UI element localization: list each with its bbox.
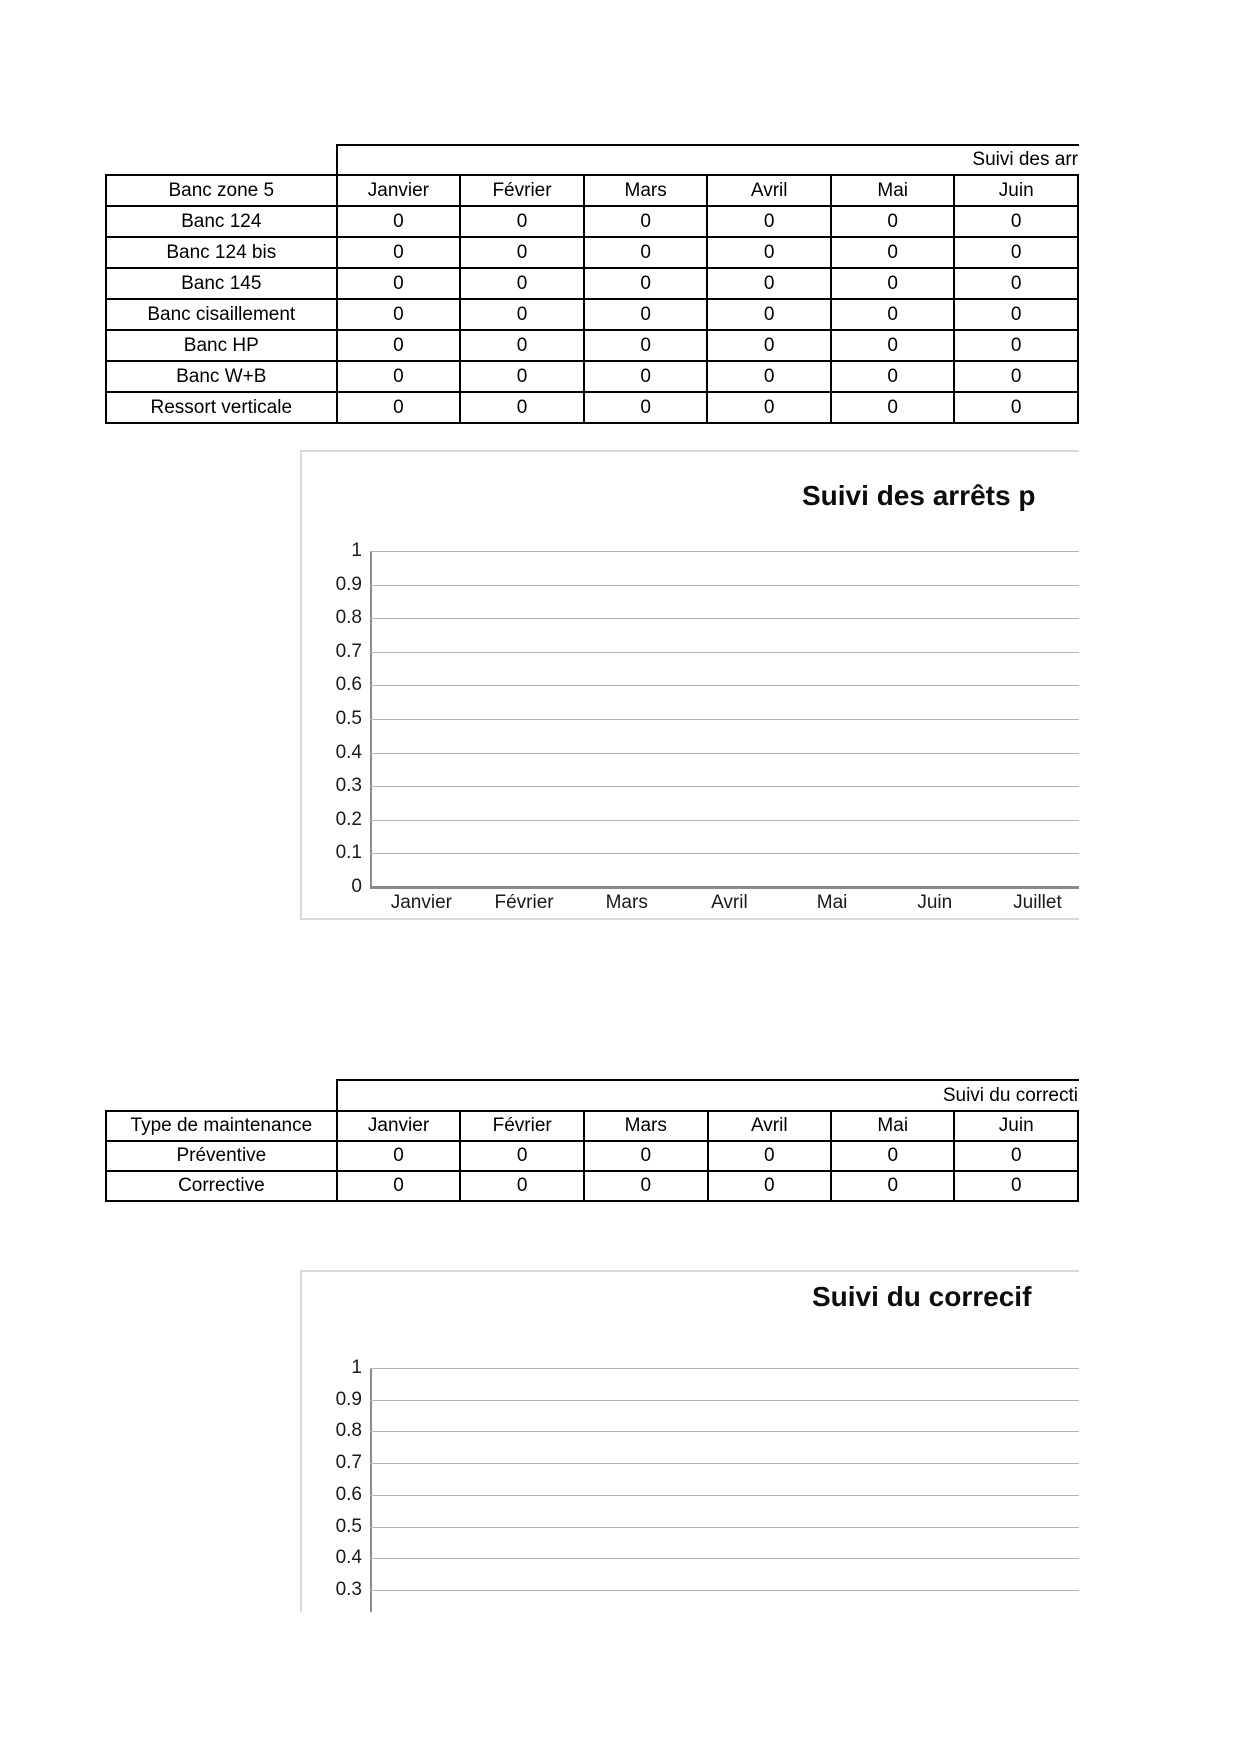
column-header: Mars — [584, 175, 708, 206]
x-tick-label: Février — [494, 892, 554, 913]
cell-value: 0 — [831, 361, 955, 392]
chart2-title: Suivi du correcif — [812, 1281, 1032, 1312]
y-tick-label: 0.5 — [335, 708, 362, 729]
table-row — [106, 299, 1078, 330]
row-label: Banc 145 — [106, 268, 337, 299]
table-row — [106, 392, 1078, 423]
gridline — [370, 1400, 1079, 1401]
chart1-y-axis-labels — [300, 540, 362, 897]
cell-value: 0 — [954, 1171, 1078, 1201]
y-tick-label: 1 — [351, 1357, 362, 1378]
column-header: Février — [460, 175, 584, 206]
row-label: Banc W+B — [106, 361, 337, 392]
gridline — [370, 585, 1079, 586]
x-tick-label: Janvier — [390, 892, 452, 913]
cell-value: 0 — [460, 1141, 584, 1171]
cell-value: 0 — [831, 237, 955, 268]
cell-value: 0 — [707, 361, 831, 392]
cell-value: 0 — [460, 268, 584, 299]
cell-value: 0 — [584, 206, 708, 237]
cell-value: 0 — [337, 330, 461, 361]
cell-value: 0 — [707, 392, 831, 423]
y-tick-label: 0.1 — [335, 842, 362, 864]
cell-value: 0 — [584, 1171, 708, 1201]
gridline — [370, 1558, 1079, 1559]
cell-value: 0 — [707, 268, 831, 299]
cell-value: 0 — [460, 361, 584, 392]
gridline — [370, 753, 1079, 754]
table-row — [106, 237, 1078, 268]
row-label: Ressort verticale — [106, 392, 337, 423]
cell-value: 0 — [954, 330, 1078, 361]
gridline — [370, 786, 1079, 787]
y-tick-label: 0.7 — [335, 1452, 362, 1474]
y-tick-label: 0.7 — [335, 640, 362, 662]
cell-value: 0 — [460, 206, 584, 237]
gridline — [370, 551, 1079, 552]
column-header: Avril — [707, 175, 831, 206]
column-header: Février — [460, 1111, 584, 1141]
row-label: Banc 124 — [106, 206, 337, 237]
cell-value: 0 — [708, 1141, 832, 1171]
cell-value: 0 — [337, 299, 461, 330]
chart1-plot-area — [370, 551, 1079, 887]
gridline — [370, 853, 1079, 854]
cell-value: 0 — [831, 330, 955, 361]
cell-value: 0 — [584, 330, 708, 361]
x-tick-label: Mai — [816, 892, 848, 913]
cell-value: 0 — [831, 1171, 954, 1201]
table2-merged-header: Suivi du correcti — [336, 1079, 1079, 1110]
cell-value: 0 — [954, 392, 1078, 423]
cell-value: 0 — [337, 237, 461, 268]
gridline — [370, 1495, 1079, 1496]
cell-value: 0 — [831, 206, 955, 237]
column-header: Janvier — [337, 175, 461, 206]
gridline — [370, 652, 1079, 653]
y-tick-label: 0.6 — [335, 674, 362, 696]
y-tick-label: 0.3 — [335, 775, 362, 797]
cell-value: 0 — [584, 268, 708, 299]
cell-value: 0 — [337, 361, 461, 392]
cell-value: 0 — [337, 1141, 461, 1171]
chart2-y-axis-labels — [300, 1357, 362, 1612]
column-header: Juin — [954, 175, 1078, 206]
row-label: Banc HP — [106, 330, 337, 361]
table-row — [106, 268, 1078, 299]
y-axis-line — [370, 1368, 372, 1612]
gridline — [370, 820, 1079, 821]
cell-value: 0 — [584, 392, 708, 423]
cell-value: 0 — [831, 392, 955, 423]
y-tick-label: 0.4 — [335, 741, 362, 763]
cell-value: 0 — [460, 1171, 584, 1201]
cell-value: 0 — [954, 268, 1078, 299]
row-label: Banc 124 bis — [106, 237, 337, 268]
cell-value: 0 — [707, 237, 831, 268]
cell-value: 0 — [954, 1141, 1078, 1171]
y-tick-label: 1 — [351, 540, 362, 561]
x-tick-label: Avril — [711, 892, 748, 913]
gridline — [370, 1527, 1079, 1528]
cell-value: 0 — [460, 330, 584, 361]
cell-value: 0 — [831, 1141, 954, 1171]
cell-value: 0 — [337, 1171, 461, 1201]
gridline — [370, 1590, 1079, 1591]
column-header: Avril — [708, 1111, 832, 1141]
cell-value: 0 — [460, 237, 584, 268]
y-tick-label: 0.6 — [335, 1483, 362, 1505]
column-header: Mai — [831, 1111, 954, 1141]
row-group-header: Type de maintenance — [106, 1111, 337, 1141]
table-type-de-maintenance — [105, 1110, 1079, 1202]
y-tick-label: 0.9 — [335, 1388, 362, 1410]
y-tick-label: 0.9 — [335, 573, 362, 595]
cell-value: 0 — [584, 237, 708, 268]
cell-value: 0 — [337, 392, 461, 423]
table-row — [106, 361, 1078, 392]
table-row — [106, 1141, 1078, 1171]
gridline — [370, 719, 1079, 720]
gridline — [370, 618, 1079, 619]
cell-value: 0 — [954, 206, 1078, 237]
column-header: Mars — [584, 1111, 708, 1141]
column-header: Mai — [831, 175, 955, 206]
gridline — [370, 685, 1079, 686]
cell-value: 0 — [708, 1171, 832, 1201]
table-header-row — [106, 1111, 1078, 1141]
row-label: Banc cisaillement — [106, 299, 337, 330]
row-group-header: Banc zone 5 — [106, 175, 337, 206]
cell-value: 0 — [584, 361, 708, 392]
y-tick-label: 0.8 — [335, 1420, 362, 1442]
x-axis-line — [370, 886, 1079, 889]
row-label: Préventive — [106, 1141, 337, 1171]
chart1-x-axis-labels — [370, 892, 1079, 914]
table-row — [106, 206, 1078, 237]
gridline — [370, 1463, 1079, 1464]
cell-value: 0 — [337, 268, 461, 299]
cell-value: 0 — [954, 237, 1078, 268]
table-row — [106, 1171, 1078, 1201]
y-tick-label: 0.5 — [335, 1515, 362, 1537]
cell-value: 0 — [707, 299, 831, 330]
chart1-title: Suivi des arrêts p — [802, 480, 1036, 511]
cell-value: 0 — [460, 299, 584, 330]
cell-value: 0 — [460, 392, 584, 423]
cell-value: 0 — [954, 299, 1078, 330]
cell-value: 0 — [337, 206, 461, 237]
y-tick-label: 0.4 — [335, 1547, 362, 1569]
cell-value: 0 — [707, 206, 831, 237]
table-row — [106, 330, 1078, 361]
table-banc-zone-5 — [105, 174, 1079, 424]
cell-value: 0 — [707, 330, 831, 361]
y-tick-label: 0.8 — [335, 607, 362, 629]
x-tick-label: Juillet — [1013, 892, 1062, 913]
column-header: Juin — [954, 1111, 1078, 1141]
x-tick-label: Mars — [605, 892, 648, 913]
column-header: Janvier — [337, 1111, 461, 1141]
cell-value: 0 — [831, 268, 955, 299]
gridline — [370, 1431, 1079, 1432]
y-tick-label: 0.2 — [335, 808, 362, 830]
cell-value: 0 — [954, 361, 1078, 392]
chart2-plot-area — [370, 1368, 1079, 1612]
cell-value: 0 — [584, 299, 708, 330]
table-header-row — [106, 175, 1078, 206]
x-tick-label: Juin — [917, 892, 953, 913]
table1-merged-header: Suivi des arr — [336, 144, 1079, 174]
row-label: Corrective — [106, 1171, 337, 1201]
cell-value: 0 — [584, 1141, 708, 1171]
cell-value: 0 — [831, 299, 955, 330]
gridline — [370, 1368, 1079, 1369]
y-tick-label: 0.3 — [335, 1578, 362, 1600]
y-tick-label: 0 — [351, 876, 362, 897]
